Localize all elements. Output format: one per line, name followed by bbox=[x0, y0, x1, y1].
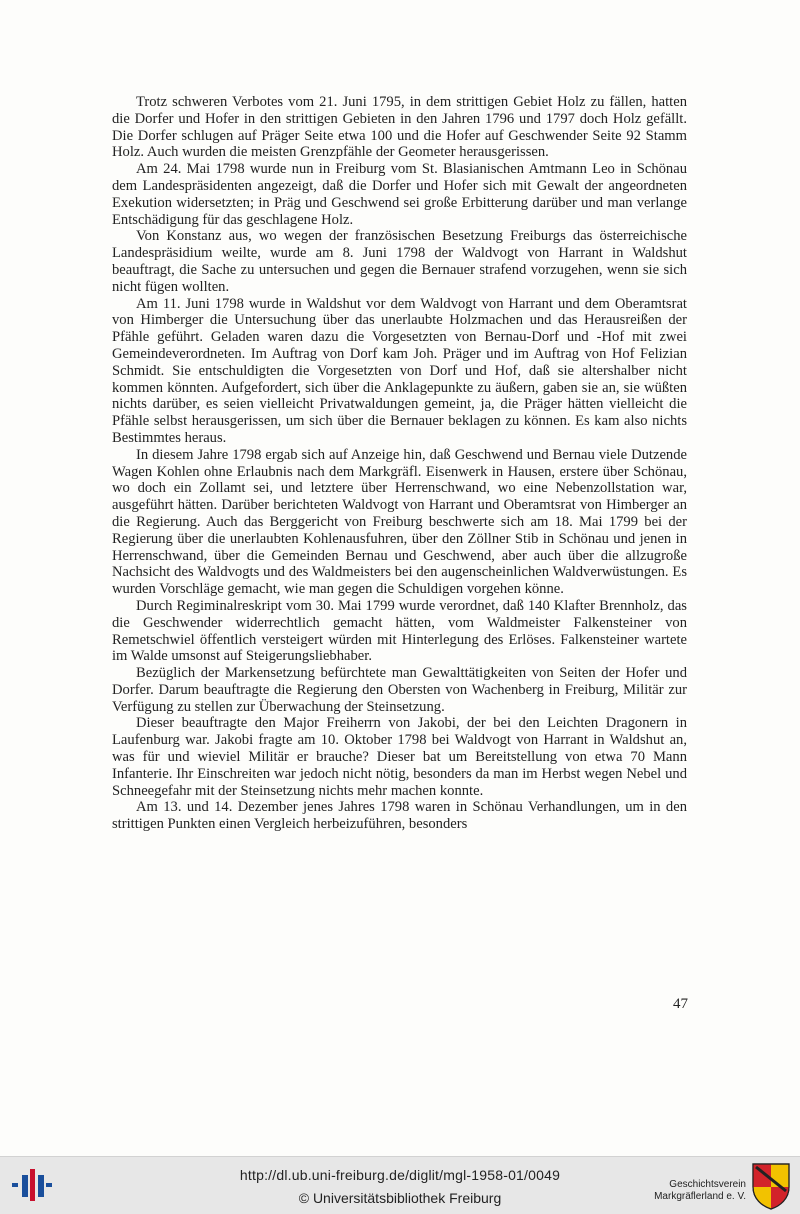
document-url-link[interactable]: http://dl.ub.uni-freiburg.de/diglit/mgl-1958-01/0049 bbox=[239, 1167, 561, 1183]
paragraph-3: Von Konstanz aus, wo wegen der französischen Besetzung Freiburgs das österreichische Landespräsidium weilte, wurde am 8. Juni 1798 der Waldvogt von Harrant in Waldshut beauftragt, die Sache zu untersuchen und gegen die Bernauer strafend vorzugehen, wenn sie sich nicht fügen wollten. bbox=[112, 228, 687, 295]
paragraph-5: In diesem Jahre 1798 ergab sich auf Anzeige hin, daß Geschwend und Bernau viele Dutzende Wagen Kohlen ohne Erlaubnis nach dem Markgräfl. Eisenwerk in Hausen, erstere über Schönau, wo doch ein Zollamt sei, und letztere über Herrenschwand, wo eine Nebenzollstation war, ausgeführt hätten. Darüber berichteten Waldvogt von Harrant und Oberamtsrat von Himberger an die Regierung. Auch das Berggericht von Freiburg beschwerte sich am 18. Mai 1799 bei der Regierung über die unerlaubten Kohlenausfuhren, über den Zöllner Stib in Schönau und jenen in Herrenschwand, über die Gemeinden Bernau und Geschwend, aber auch über die allzugroße Nachsicht des Waldvogts und des Waldmeisters bei den augenscheinlichen Waldverwüstungen. Es wurden Vorschläge gemacht, wie man gegen die Schuldigen vorgehen könne. bbox=[112, 446, 687, 598]
paragraph-4: Am 11. Juni 1798 wurde in Waldshut vor dem Waldvogt von Harrant und dem Oberamtsrat von Himberger die Untersuchung über das unerlaubte Holzmachen und das Herausreißen der Pfähle geführt. Geladen waren dazu die Vorgesetzten von Bernau-Dorf und -Hof mit zwei Gemeindeverordneten. Im Auftrag von Dorf kam Joh. Präger und im Auftrag von Hof Felizian Schmidt. Sie entschuldigten die Vorgesetzten von Dorf und Hof, daß sie altershalber nicht kommen könnten. Aufgefordert, sich über die Anklagepunkte zu äußern, gaben sie an, sie wüßten nichts darüber, es seien vielleicht Privatwaldungen gemeint, ja, die Präger hätten vielleicht die Pfähle selbst herausgerissen, um sich über die Bernauer beklagen zu können. Es kam also nichts Bestimmtes heraus. bbox=[112, 295, 687, 446]
paragraph-9: Am 13. und 14. Dezember jenes Jahres 1798 waren in Schönau Verhandlungen, um in den strittigen Punkten einen Vergleich herbeizuführen, besonders bbox=[112, 799, 687, 833]
document-page bbox=[112, 94, 687, 833]
paragraph-6: Durch Regiminalreskript vom 30. Mai 1799 wurde verordnet, daß 140 Klafter Brennholz, das die Geschwender widerrechtlich gemacht hätten, vom Waldmeister Falkensteiner von Remetschwiel öffentlich versteigert würden mit Hinterlegung des Erlöses. Falkensteiner wartete im Walde umsonst auf Steigerungsliebhaber. bbox=[112, 597, 687, 665]
society-name-line-1: Geschichtsverein bbox=[669, 1179, 746, 1190]
paragraph-7: Bezüglich der Markensetzung befürchtete man Gewalttätigkeiten von Seiten der Hofer und Dorfer. Darum beauftragte die Regierung den Obersten von Wachenberg in Freiburg, Militär zur Verfügung zu stellen zur Überwachung der Steinsetzung. bbox=[112, 665, 687, 715]
footer-bar bbox=[0, 1156, 800, 1214]
markgraeflerland-crest-icon bbox=[750, 1161, 792, 1211]
paragraph-1: Trotz schweren Verbotes vom 21. Juni 1795, in dem strittigen Gebiet Holz zu fällen, hatten die Dorfer und Hofer in den strittigen Gebieten in den Jahren 1796 und 1797 doch Holz gefällt. Die Dorfer schlugen auf Präger Seite etwa 100 und die Hofer auf Geschwender Seite 92 Stamm Holz. Auch wurden die meisten Grenzpfähle der Geometer herausgerissen. bbox=[112, 94, 687, 161]
page-number: 47 bbox=[673, 996, 688, 1012]
paragraph-2: Am 24. Mai 1798 wurde nun in Freiburg vom St. Blasianischen Amtmann Leo in Schönau dem Landespräsidenten angezeigt, daß die Dorfer und Hofer sich mit Gewalt der angeordneten Exekution widersetzten; in Präg und Geschwend sei große Erbitterung darüber und man verlange Entschädigung für das geschlagene Holz. bbox=[112, 161, 687, 228]
society-name bbox=[654, 1179, 746, 1203]
paragraph-8: Dieser beauftragte den Major Freiherrn von Jakobi, der bei den Leichten Dragonern in Laufenburg war. Jakobi fragte am 10. Oktober 1798 bei Waldvogt von Harrant in Waldshut an, was für und wieviel Militär er brauche? Dieser bat um Bereitstellung von etwa 70 Mann Infanterie. Ihr Einschreiten war jedoch nicht nötig, besonders da man im Herbst wegen Nebel und Schneegefahr mit der Steinsetzung nichts mehr machen konnte. bbox=[112, 715, 687, 799]
society-name-line-2: Markgräflerland e. V. bbox=[654, 1191, 746, 1202]
copyright-text: © Universitätsbibliothek Freiburg bbox=[298, 1190, 502, 1206]
